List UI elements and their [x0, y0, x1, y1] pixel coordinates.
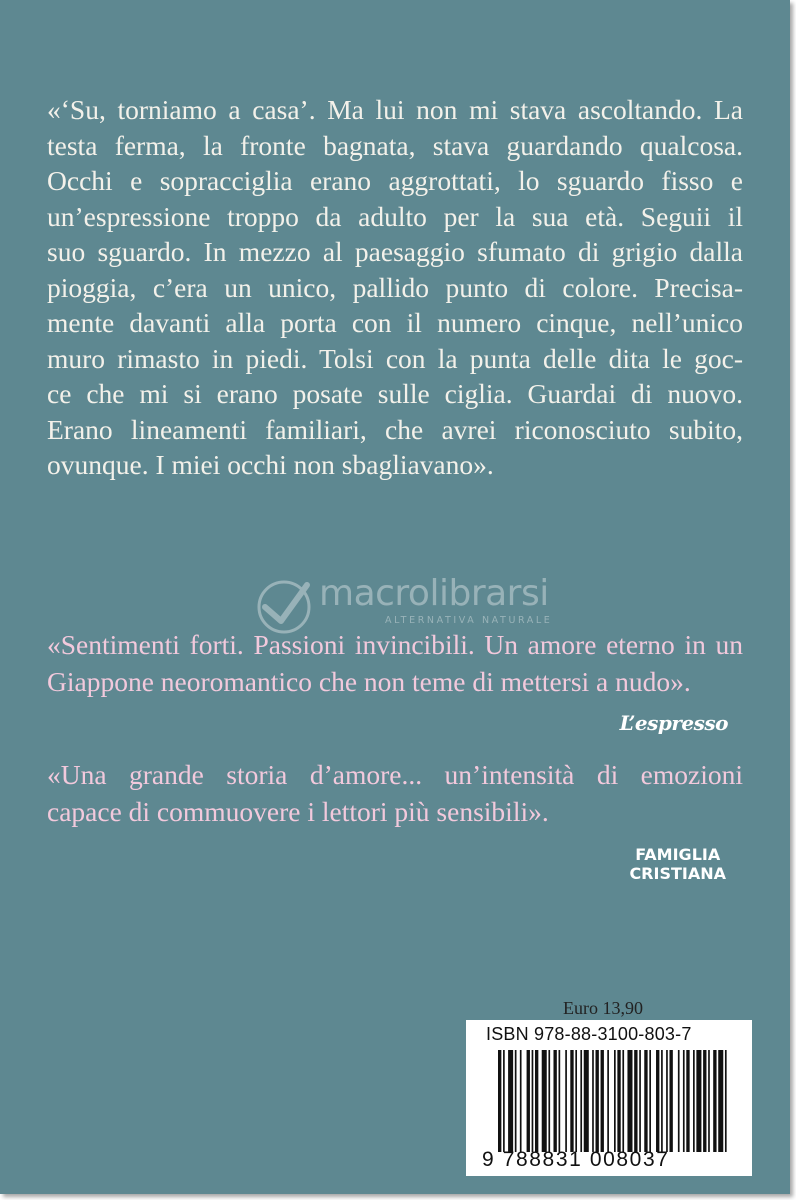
barcode-bar	[686, 1050, 689, 1152]
review-source-espresso: L’espresso	[619, 711, 728, 735]
barcode-bar	[503, 1050, 505, 1152]
barcode-bar	[696, 1050, 701, 1152]
review-line: «Una grande storia d’amore... un’intensità di emozioni	[47, 759, 743, 790]
barcode-bar	[601, 1050, 604, 1152]
barcode-bar	[592, 1050, 594, 1152]
excerpt-line: ce che mi si erano posate sulle ciglia. Guardai di nuovo.	[47, 378, 743, 409]
barcode-bar	[634, 1050, 637, 1152]
barcode-bar	[570, 1050, 573, 1152]
review-quote-espresso	[47, 626, 743, 700]
barcode-bar	[669, 1050, 672, 1152]
excerpt-text	[47, 92, 743, 483]
price-label: Euro 13,90	[563, 998, 643, 1018]
barcode-bar	[718, 1050, 723, 1152]
barcode-bar	[527, 1050, 530, 1152]
excerpt-line: Occhi e sopracciglia erano aggrottati, lo sguardo fisso e	[47, 165, 743, 196]
barcode-bar	[627, 1050, 632, 1152]
barcode-bar	[661, 1050, 663, 1152]
barcode-bar	[617, 1050, 620, 1152]
barcode-bar	[498, 1050, 501, 1152]
watermark-tagline: ALTERNATIVA NATURALE	[385, 615, 553, 626]
ean-digits: 9 788831 008037	[482, 1148, 670, 1171]
barcode-bar	[649, 1050, 651, 1152]
barcode-bar	[535, 1050, 538, 1152]
barcode-bar	[678, 1050, 680, 1152]
excerpt-line: suo sguardo. In mezzo al paesaggio sfumato di grigio dalla	[47, 236, 743, 267]
excerpt-line: un’espressione troppo da adulto per la sua età. Seguii il	[47, 200, 743, 232]
barcode-bar	[584, 1050, 589, 1152]
barcode-bar	[575, 1050, 577, 1152]
barcode-bars	[498, 1050, 730, 1152]
barcode-bar	[580, 1050, 582, 1152]
excerpt-line: ovunque. I miei occhi non sbagliavano».	[47, 449, 494, 480]
barcode-bar	[639, 1050, 641, 1152]
excerpt-line: «‘Su, torniamo a casa’. Ma lui non mi stava ascoltando. La	[47, 94, 743, 125]
review-source-line: CRISTIANA	[629, 864, 726, 883]
barcode-bar	[515, 1050, 517, 1152]
barcode-bar	[548, 1050, 550, 1152]
barcode-bar	[614, 1050, 616, 1152]
barcode-bar	[713, 1050, 716, 1152]
watermark-name: macrolibrarsi	[319, 573, 549, 614]
barcode-bar	[532, 1050, 534, 1152]
barcode-bar	[542, 1050, 547, 1152]
barcode-bar	[666, 1050, 668, 1152]
excerpt-line: testa ferma, la fronte bagnata, stava guardando qualcosa.	[47, 129, 743, 161]
barcode-bar	[508, 1050, 513, 1152]
barcode-bar	[693, 1050, 695, 1152]
barcode-bar	[559, 1050, 561, 1152]
review-line: capace di commuovere i lettori più sensibili».	[47, 796, 549, 827]
isbn-text: ISBN 978-88-3100-803-7	[486, 1024, 692, 1044]
barcode-bar	[708, 1050, 710, 1152]
barcode-bar	[565, 1050, 567, 1152]
review-quote-famiglia	[47, 756, 743, 830]
barcode-bar	[683, 1050, 685, 1152]
barcode-bar	[644, 1050, 647, 1152]
review-line: «Sentimenti forti. Passioni invincibili. Un amore eterno in un	[47, 629, 743, 660]
excerpt-line: mente davanti alla porta con il numero cinque, nell’unico	[47, 307, 743, 338]
barcode-bar	[622, 1050, 624, 1152]
barcode-bar	[596, 1050, 599, 1152]
excerpt-line: pioggia, c’era un unico, pallido punto di colore. Precisa-	[47, 271, 743, 303]
barcode-bar	[656, 1050, 659, 1152]
excerpt-line: muro rimasto in piedi. Tolsi con la punta delle dita le goc-	[47, 342, 743, 374]
barcode-bar	[725, 1050, 727, 1152]
barcode-bar	[607, 1050, 609, 1152]
barcode-bar	[703, 1050, 706, 1152]
excerpt-line: Erano lineamenti familiari, che avrei riconosciuto subito,	[47, 413, 743, 445]
review-line: Giappone neoromantico che non teme di mettersi a nudo».	[47, 666, 691, 697]
barcode-bar	[520, 1050, 522, 1152]
review-source-line: FAMIGLIA	[635, 845, 721, 864]
barcode-panel	[466, 1020, 752, 1176]
barcode-bar	[553, 1050, 556, 1152]
review-source-famiglia-cristiana	[629, 845, 726, 883]
